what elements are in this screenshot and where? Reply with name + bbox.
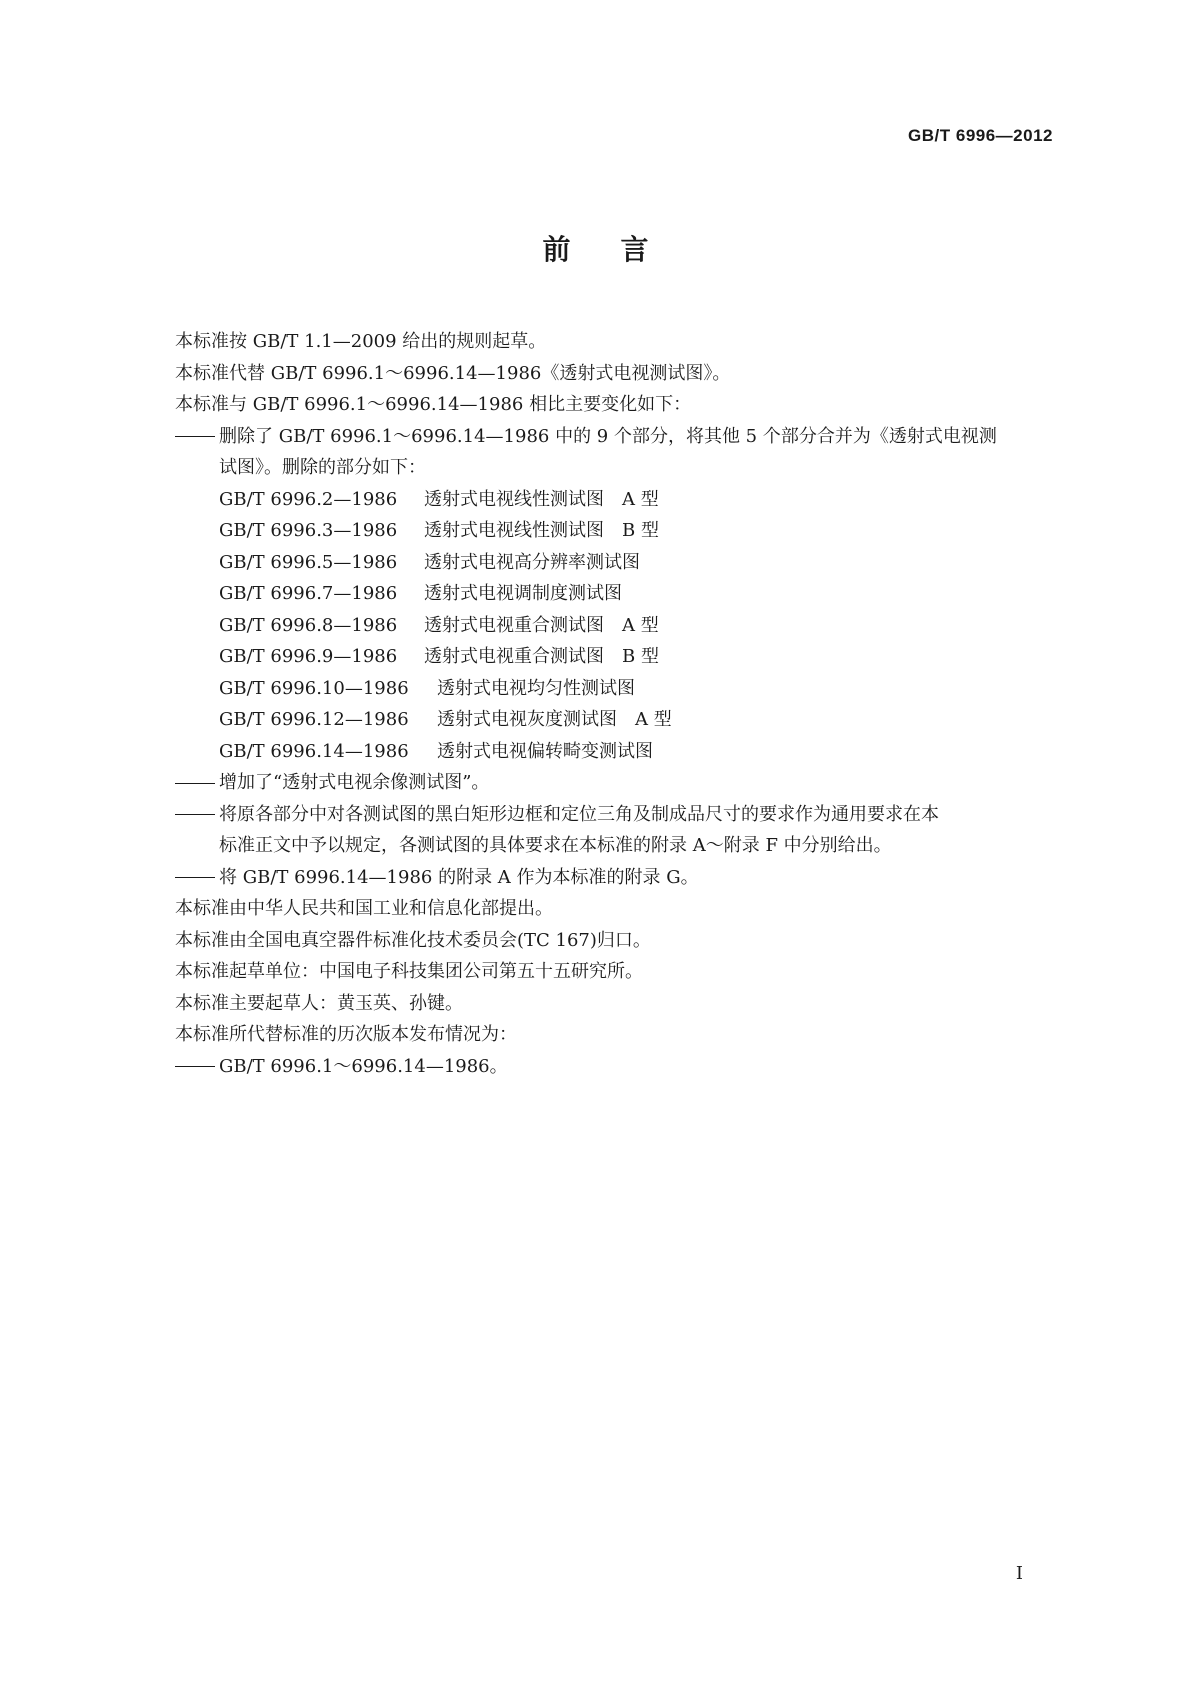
paragraph: 本标准由中华人民共和国工业和信息化部提出。 [175,898,553,919]
deleted-part-row: GB/T 6996.3—1986 透射式电视线性测试图 B 型 [219,520,659,541]
deleted-part-row: GB/T 6996.8—1986 透射式电视重合测试图 A 型 [219,614,659,636]
deleted-part-row: GB/T 6996.12—1986 透射式电视灰度测试图 A 型 [219,709,672,730]
change-item: 增加了“透射式电视余像测试图”。 [175,767,1055,799]
paragraph: 本标准由全国电真空器件标准化技术委员会(TC 167)归口。 [175,929,651,951]
deleted-part-row: GB/T 6996.5—1986 透射式电视高分辨率测试图 [219,551,640,573]
deleted-part-row: GB/T 6996.7—1986 透射式电视调制度测试图 [219,583,622,604]
dash-marker [175,799,219,831]
preface-body [175,326,1055,1082]
paragraph: 本标准代替 GB/T 6996.1～6996.14—1986《透射式电视测试图》。 [175,362,731,384]
dash-marker [175,1051,219,1083]
paragraph: 本标准主要起草人：黄玉英、孙键。 [175,992,463,1014]
deleted-part-row: GB/T 6996.10—1986 透射式电视均匀性测试图 [219,677,635,699]
deleted-part-row: GB/T 6996.9—1986 透射式电视重合测试图 B 型 [219,646,659,667]
page-title: 前言 [542,233,699,266]
paragraph: 本标准起草单位：中国电子科技集团公司第五十五研究所。 [175,961,643,982]
deleted-part-row: GB/T 6996.14—1986 透射式电视偏转畸变测试图 [219,740,653,762]
change-item-continuation: 标准正文中予以规定，各测试图的具体要求在本标准的附录 A～附录 F 中分别给出。 [219,835,892,856]
dash-marker [175,862,219,894]
standard-id: GB/T 6996—2012 [908,126,1053,145]
change-item: 将原各部分中对各测试图的黑白矩形边框和定位三角及制成品尺寸的要求作为通用要求在本 [175,799,1055,831]
dash-marker [175,767,219,799]
page-number: I [1015,1563,1023,1584]
history-item: GB/T 6996.1～6996.14—1986。 [175,1051,1055,1083]
dash-marker [175,421,219,453]
change-item: 将 GB/T 6996.14—1986 的附录 A 作为本标准的附录 G。 [175,862,1055,894]
change-item-continuation: 试图》。删除的部分如下： [219,457,426,478]
paragraph: 本标准按 GB/T 1.1—2009 给出的规则起草。 [175,331,547,352]
paragraph: 本标准所代替标准的历次版本发布情况为： [175,1024,517,1045]
paragraph: 本标准与 GB/T 6996.1～6996.14—1986 相比主要变化如下： [175,394,692,415]
deleted-part-row: GB/T 6996.2—1986 透射式电视线性测试图 A 型 [219,488,659,510]
change-item: 删除了 GB/T 6996.1～6996.14—1986 中的 9 个部分，将其他 5 个部分合并为《透射式电视测 [175,421,1055,453]
